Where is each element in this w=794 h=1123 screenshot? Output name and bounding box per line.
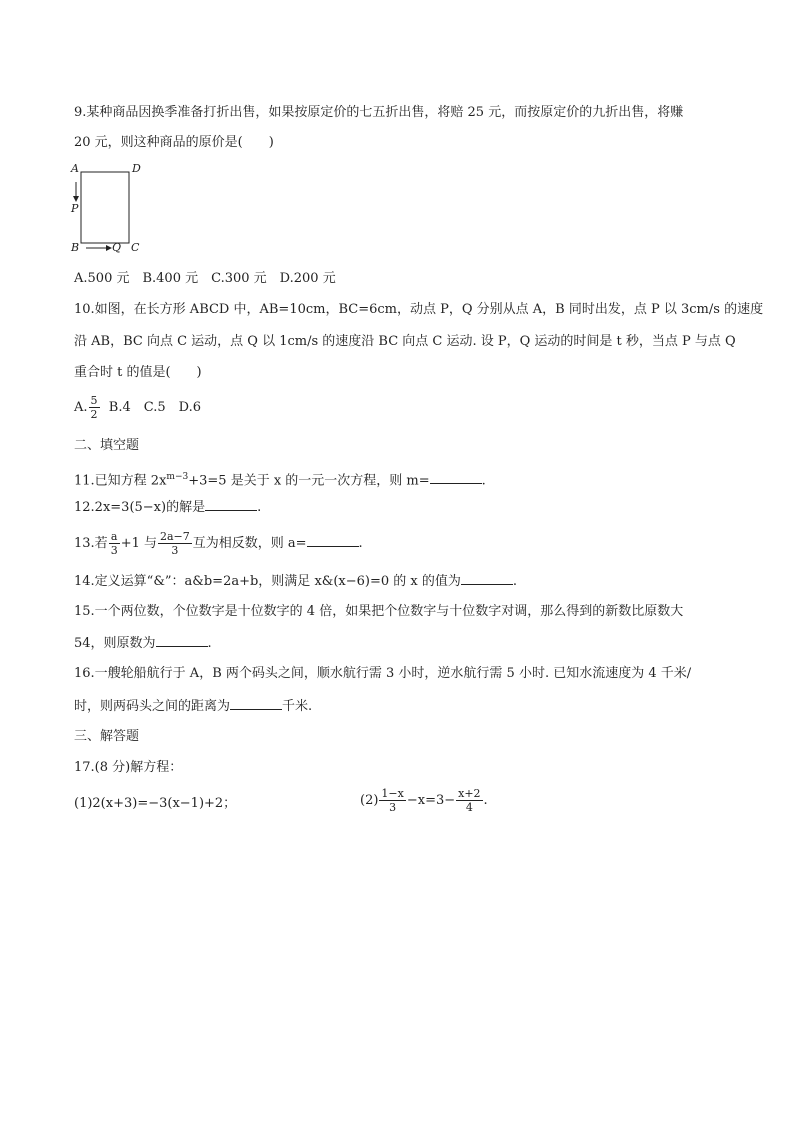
label-c: C	[131, 241, 140, 254]
q11-exponent: m−3	[166, 472, 189, 482]
q12	[74, 498, 261, 517]
q10-frac-den: 2	[90, 408, 98, 421]
q10-fraction	[89, 394, 100, 421]
q15-end: .	[207, 636, 212, 651]
q17-title: 17.(8 分)解方程：	[74, 760, 183, 775]
q17-part2	[360, 787, 488, 814]
q17-p2-pre: (2)	[360, 793, 379, 808]
q10-line1: 10.如图，在长方形 ABCD 中，AB=10cm，BC=6cm，动点 P，Q 分别从点 A，B 同时出发，点 P 以 3cm/s 的速度	[74, 302, 764, 317]
q16-end: 千米.	[282, 699, 313, 714]
section-solve: 三、解答题	[74, 729, 140, 744]
q13-f1-num: a	[110, 530, 118, 543]
q10-opt-a: A.	[74, 400, 88, 415]
q14-blank	[461, 572, 513, 585]
q9-line1: 9.某种商品因换季准备打折出售，如果按原定价的七五折出售，将赔 25 元，而按原定价的九折出售，将赚	[74, 105, 684, 120]
q9-options: A.500 元 B.400 元 C.300 元 D.200 元	[74, 271, 336, 286]
q13-pre: 13.若	[74, 536, 108, 551]
q14-end: .	[512, 574, 518, 589]
q17-f1-den: 3	[379, 800, 405, 814]
q13-f2-num: 2a−7	[159, 530, 190, 543]
q13-f1-den: 3	[110, 544, 118, 557]
q12-blank	[205, 498, 257, 511]
q17-part1: (1)2(x+3)=−3(x−1)+2；	[74, 796, 237, 811]
q17-f1-num: 1−x	[381, 787, 404, 800]
q13-blank	[307, 534, 359, 547]
label-q: Q	[112, 241, 122, 254]
label-d: D	[132, 162, 141, 175]
q15-line1: 15.一个两位数，个位数字是十位数字的 4 倍，如果把个位数字与十位数字对调，那么得到的新数比原数大	[74, 604, 684, 619]
q17-fraction-2	[456, 787, 482, 814]
q9-line2: 20 元，则这种商品的原价是( )	[74, 135, 274, 150]
label-a: A	[71, 162, 79, 175]
q11-blank	[430, 471, 482, 484]
q10-frac-num: 5	[90, 394, 98, 407]
q15-blank	[156, 634, 208, 647]
q13-end: .	[358, 536, 363, 551]
q11-end: .	[481, 473, 486, 489]
q12-end: .	[257, 500, 262, 515]
q17-p2-end: .	[483, 793, 488, 808]
q13-fraction-1	[109, 530, 120, 557]
q10-opt-rest: B.4 C.5 D.6	[100, 400, 202, 415]
q15-line2	[74, 634, 212, 653]
q14	[74, 572, 517, 591]
q10-line3: 重合时 t 的值是( )	[74, 365, 202, 380]
q12-text: 12.2x=3(5−x)的解是	[74, 500, 206, 515]
q13-post: 互为相反数，则 a=	[192, 536, 307, 551]
q16-line1: 16.一艘轮船航行于 A，B 两个码头之间，顺水航行需 3 小时，逆水航行需 5 小时. 已知水流速度为 4 千米/	[74, 666, 692, 681]
q13	[74, 530, 363, 557]
q10-options	[74, 394, 201, 421]
q15-text: 54，则原数为	[74, 636, 156, 651]
label-p: P	[71, 202, 79, 215]
q17-p2-mid: −x=3−	[406, 793, 456, 808]
q11-pre: 11.已知方程 2x	[74, 473, 167, 489]
q16-blank	[230, 697, 282, 710]
rectangle-abcd	[81, 172, 129, 243]
q17-fraction-1	[379, 787, 405, 814]
q13-mid: +1 与	[120, 536, 157, 551]
q16-line2	[74, 697, 312, 716]
q14-text: 14.定义运算“&”：a&b=2a+b，则满足 x&(x−6)=0 的 x 的值为	[74, 574, 461, 589]
q17-f2-num: x+2	[458, 787, 481, 800]
q11	[74, 468, 486, 490]
q13-fraction-2	[158, 530, 192, 557]
q10-line2: 沿 AB，BC 向点 C 运动，点 Q 以 1cm/s 的速度沿 BC 向点 C 运动. 设 P，Q 运动的时间是 t 秒，当点 P 与点 Q	[74, 334, 736, 349]
rectangle-figure	[68, 160, 148, 258]
q17-f2-den: 4	[456, 800, 482, 814]
q11-post: +3=5 是关于 x 的一元一次方程，则 m=	[188, 473, 430, 489]
label-b: B	[71, 241, 80, 254]
q16-text: 时，则两码头之间的距离为	[74, 699, 231, 714]
section-fill-blank: 二、填空题	[74, 438, 140, 453]
q13-f2-den: 3	[158, 543, 192, 557]
